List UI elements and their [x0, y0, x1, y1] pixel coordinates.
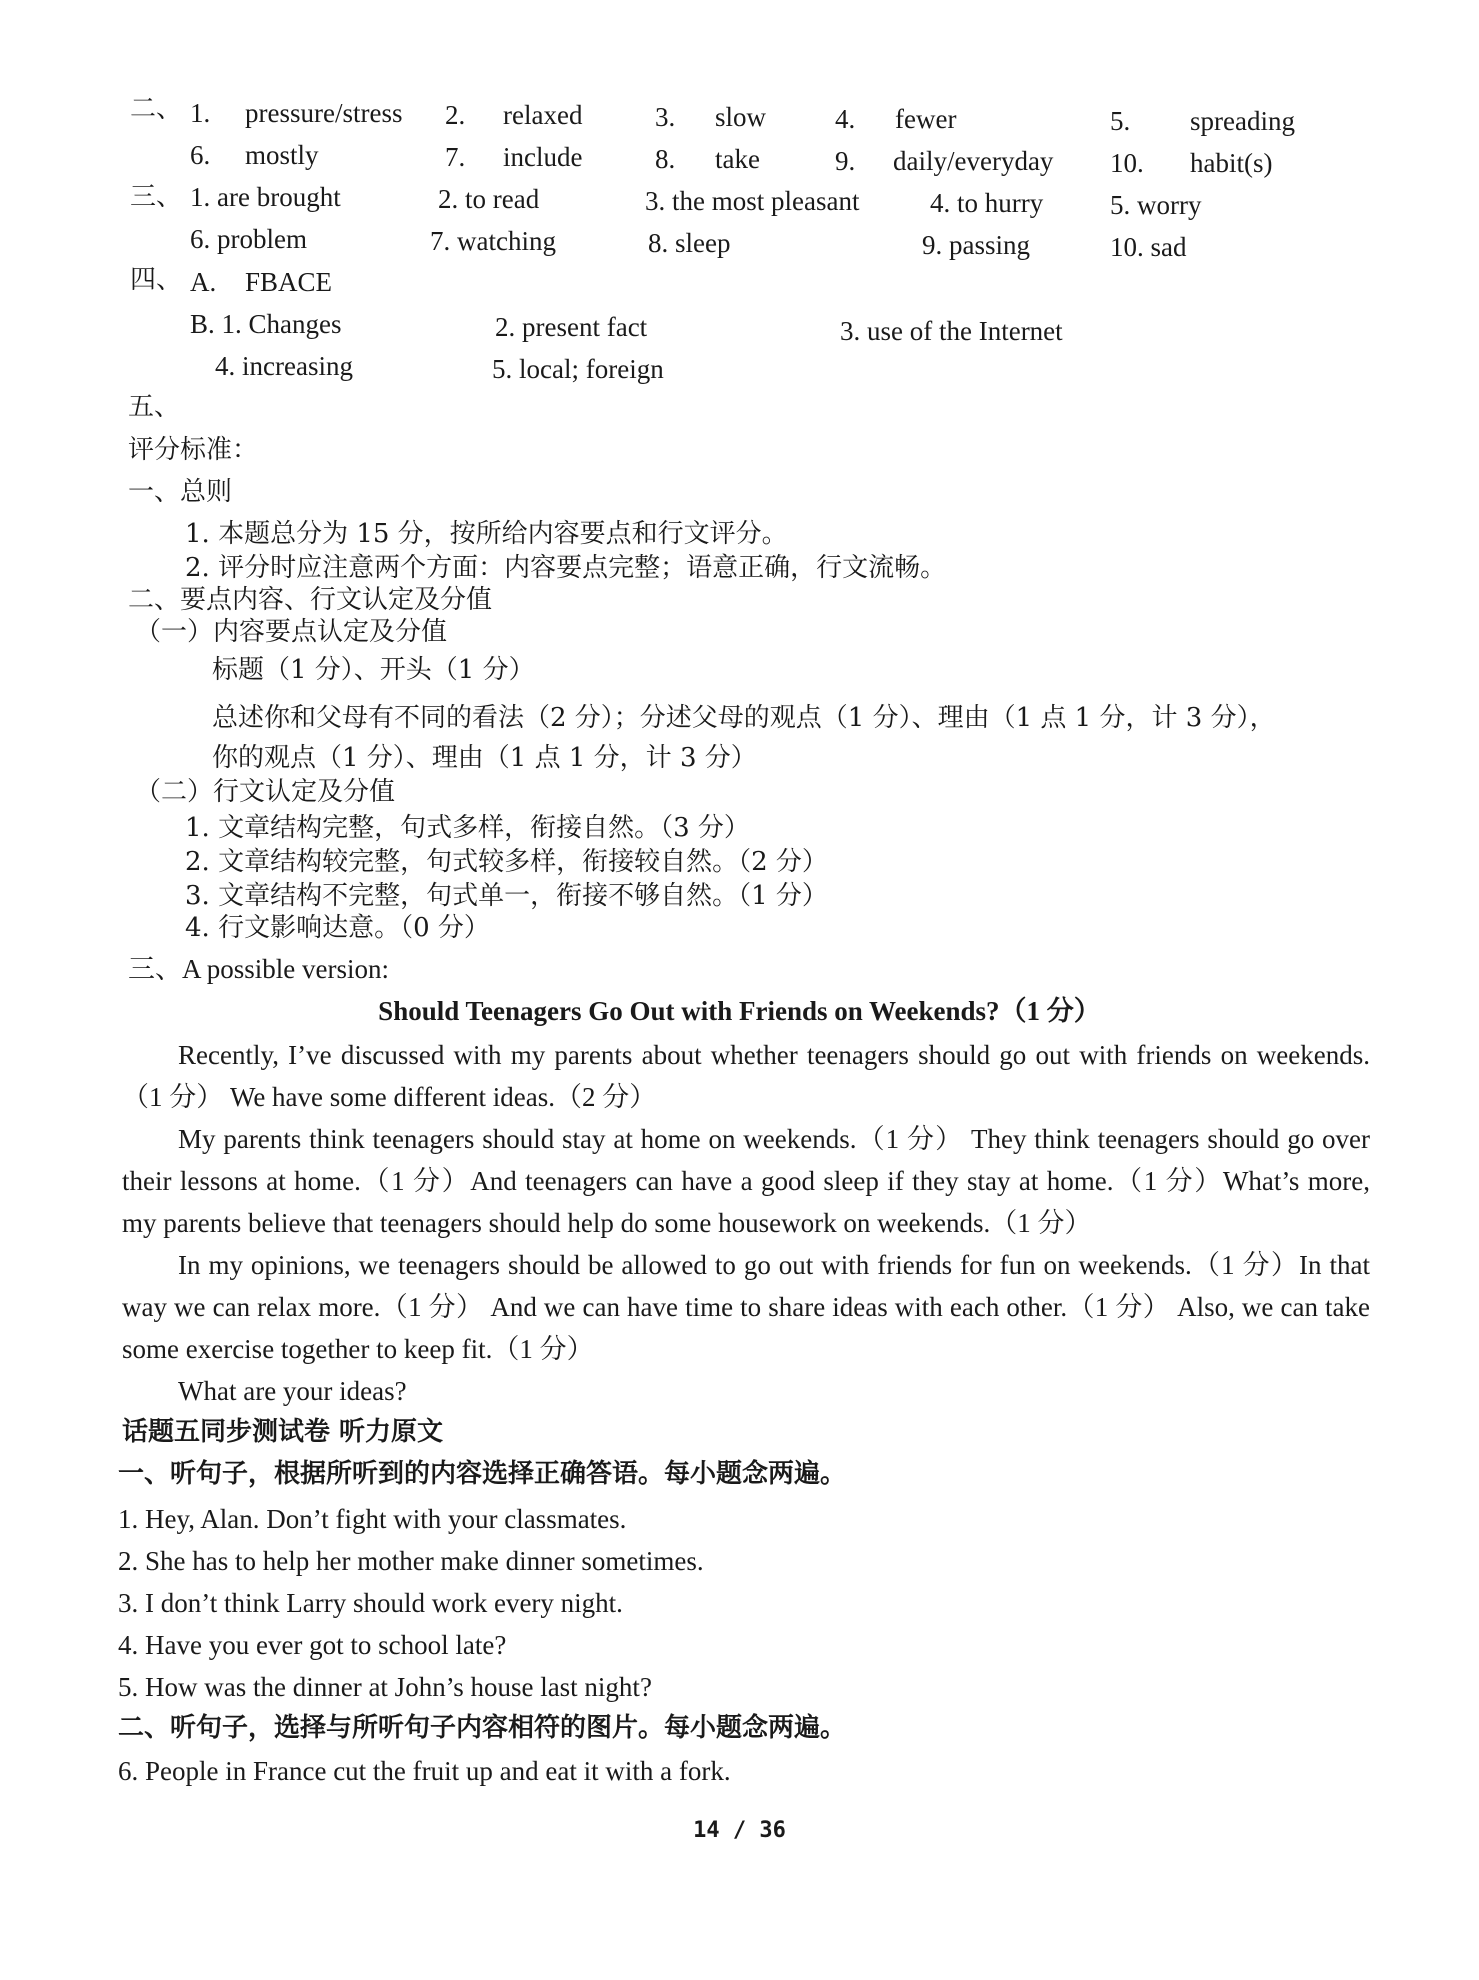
answer-text: 5. worry — [1110, 190, 1202, 220]
answer-text: include — [503, 142, 583, 172]
answer-text: 10. sad — [1110, 232, 1187, 262]
answer-text: 6. problem — [190, 224, 307, 254]
version-label: 三、A possible version: — [128, 954, 389, 984]
criteria-title: 评分标准： — [128, 435, 259, 465]
answer-text: 1. are brought — [190, 182, 341, 212]
answer-text: slow — [715, 102, 767, 132]
essay-paragraph — [122, 1370, 1370, 1412]
answer-text: 9. passing — [922, 230, 1030, 260]
listening-item: 5. How was the dinner at John’s house last night? — [118, 1672, 652, 1702]
answer-text: 4. to hurry — [930, 188, 1044, 218]
points-title: 二、要点内容、行文认定及分值 — [128, 585, 493, 615]
essay-paragraph-text: What are your ideas? — [178, 1376, 407, 1406]
answer-number: 3. — [655, 102, 676, 132]
answer-text: B. 1. Changes — [190, 309, 342, 339]
essay-paragraph-text: Recently, I’ve discussed with my parents about whether teenagers should go out with friends on weekends.（1 分） We have some different ideas.（2 分） — [122, 1040, 1370, 1112]
content-line: 标题（1 分）、开头（1 分） — [212, 655, 535, 685]
answer-text: habit(s) — [1190, 148, 1273, 178]
answer-number: 8. — [655, 144, 676, 174]
listening-item: 6. People in France cut the fruit up and eat it with a fork. — [118, 1756, 731, 1786]
section2-label: 二、 — [130, 94, 183, 124]
answer-text: 4. increasing — [215, 351, 353, 381]
writing-item: 1. 文章结构完整，句式多样，衔接自然。（3 分） — [185, 813, 750, 843]
general-title: 一、总则 — [128, 477, 233, 507]
essay-paragraph — [122, 1244, 1370, 1370]
part-a-label: A. — [190, 267, 217, 297]
answer-text: 5. local; foreign — [492, 354, 664, 384]
answer-text: daily/everyday — [893, 146, 1054, 176]
writing-title: （二）行文认定及分值 — [135, 777, 396, 807]
answer-number: 4. — [835, 104, 856, 134]
listening-item: 4. Have you ever got to school late? — [118, 1630, 507, 1660]
essay-paragraph-text: My parents think teenagers should stay at home on weekends.（1 分） They think teenagers should go over their lessons at home.（1 分）And teenagers can have a good sleep if they stay at home.（1 分）What’s more, my parents believe that teenagers should help do some housework on weekends.（1 分） — [122, 1124, 1370, 1238]
answer-number: 9. — [835, 146, 856, 176]
essay-paragraph-text: In my opinions, we teenagers should be allowed to go out with friends for fun on weekends.（1 分）In that way we can relax more.（1 分） And we can have time to share ideas with each other.（1 分） Also, we can take some exercise together to keep fit.（1 分） — [122, 1250, 1370, 1364]
answer-number: 6. — [190, 140, 211, 170]
essay-paragraph — [122, 1034, 1370, 1118]
writing-item: 3. 文章结构不完整，句式单一，衔接不够自然。（1 分） — [185, 881, 828, 911]
answer-text: spreading — [1190, 106, 1295, 136]
content-title: （一）内容要点认定及分值 — [135, 617, 448, 647]
answer-number: 5. — [1110, 106, 1131, 136]
general-item: 1. 本题总分为 15 分，按所给内容要点和行文评分。 — [185, 519, 788, 549]
answer-text: 2. present fact — [495, 312, 648, 342]
answer-text: 3. the most pleasant — [645, 186, 860, 216]
section5-label: 五、 — [128, 392, 181, 422]
answer-text: take — [715, 144, 760, 174]
answer-number: 2. — [445, 100, 466, 130]
answer-number: 1. — [190, 98, 211, 128]
page-number: 14 / 36 — [693, 1818, 786, 1843]
answer-number: 7. — [445, 142, 466, 172]
writing-item: 2. 文章结构较完整，句式较多样，衔接较自然。（2 分） — [185, 847, 828, 877]
listening-part2-title: 二、听句子，选择与所听句子内容相符的图片。每小题念两遍。 — [118, 1713, 847, 1743]
answer-text: pressure/stress — [245, 98, 403, 128]
answer-text: 3. use of the Internet — [840, 316, 1063, 346]
listening-item: 1. Hey, Alan. Don’t fight with your classmates. — [118, 1504, 627, 1534]
general-item: 2. 评分时应注意两个方面：内容要点完整；语意正确，行文流畅。 — [185, 553, 947, 583]
content-line: 你的观点（1 分）、理由（1 点 1 分，计 3 分） — [212, 743, 757, 773]
essay-paragraph — [122, 1118, 1370, 1244]
listening-title: 话题五同步测试卷 听力原文 — [122, 1417, 444, 1447]
essay-title: Should Teenagers Go Out with Friends on Weekends?（1 分） — [378, 996, 1101, 1026]
answer-text: 8. sleep — [648, 228, 731, 258]
section3-label: 三、 — [130, 182, 183, 212]
section4-label: 四、 — [130, 265, 183, 295]
part-a-answer: FBACE — [245, 267, 333, 297]
answer-text: mostly — [245, 140, 319, 170]
answer-text: relaxed — [503, 100, 583, 130]
listening-item: 2. She has to help her mother make dinner sometimes. — [118, 1546, 704, 1576]
listening-part1-title: 一、听句子，根据所听到的内容选择正确答语。每小题念两遍。 — [118, 1459, 847, 1489]
listening-item: 3. I don’t think Larry should work every night. — [118, 1588, 623, 1618]
answer-text: 2. to read — [438, 184, 540, 214]
content-line: 总述你和父母有不同的看法（2 分）；分述父母的观点（1 分）、理由（1 点 1 分，计 3 分）， — [212, 703, 1276, 733]
answer-number: 10. — [1110, 148, 1144, 178]
answer-text: fewer — [895, 104, 957, 134]
answer-text: 7. watching — [430, 226, 556, 256]
writing-item: 4. 行文影响达意。（0 分） — [185, 913, 490, 943]
